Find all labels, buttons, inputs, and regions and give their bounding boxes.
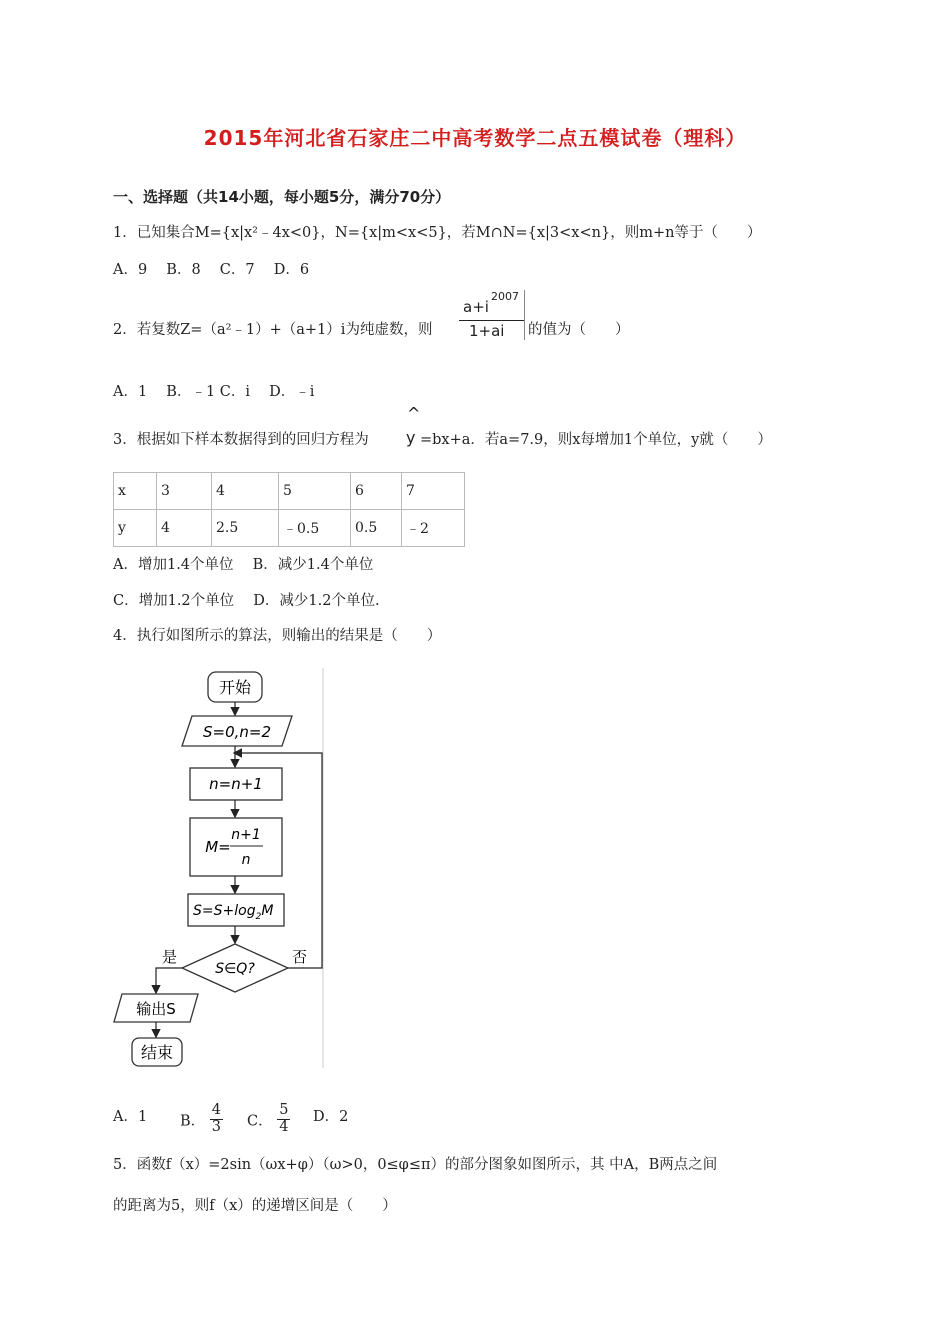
option-c-numerator: 5 [279,1102,289,1118]
question-4-option-b: B． $\frac{4}{3}$ [180,1102,221,1135]
table-cell: 5 [279,473,351,510]
table-cell: ﹣0.5 [279,510,351,547]
question-5-line-2: 的距离为5，则f（x）的递增区间是（ ） [113,1198,397,1214]
question-4-option-c: C． $\frac{5}{4}$ [247,1102,289,1135]
fraction-exponent: 2007 [491,290,519,303]
flow-init-label: S=0,n=2 [202,723,272,741]
hat-mark: ^ [407,404,421,423]
hat-variable: y [406,428,416,447]
flow-decision-label: S∈Q? [215,961,255,977]
fraction-denominator: 1+ai [469,322,505,340]
flow-end-label: 结束 [140,1043,174,1062]
flow-step1-label: n=n+1 [209,775,263,793]
table-cell: 4 [157,510,212,547]
question-3-options-ab: A．增加1.4个单位 B．减少1.4个单位 [113,557,374,573]
flowchart [110,668,330,1068]
table-cell: 6 [351,473,402,510]
question-1: 1．已知集合M={x|x²﹣4x<0}，N={x|m<x<5}，若M∩N={x|3<x<n}，则m+n等于（ ） [113,225,762,241]
option-b-numerator: 4 [211,1102,221,1118]
table-cell: 4 [212,473,279,510]
flow-step2-denominator: n [241,852,251,868]
question-2-fraction [457,290,527,340]
question-2-text-before: 2．若复数Z=（a²﹣1）+（a+1）i为纯虚数，则 [113,322,433,338]
table-cell: x [114,473,157,510]
paper-title: 2015年河北省石家庄二中高考数学二点五模试卷（理科） [203,126,747,150]
fraction-numerator: a+i [463,298,489,316]
sample-data-table [113,472,465,547]
flow-start-label: 开始 [218,678,252,697]
flow-output-label: 输出S [136,1000,176,1018]
table-cell: 3 [157,473,212,510]
question-1-options: A．9 B．8 C．7 D．6 [113,262,310,278]
table-row [114,510,465,547]
question-2-options: A．1 B．﹣1 C．i D．﹣i [113,384,315,400]
question-2-text-after: 的值为（ ） [528,322,630,338]
table-cell: 7 [402,473,465,510]
option-c-denominator: 4 [279,1118,289,1135]
flow-no-label: 否 [292,948,308,966]
question-4: 4．执行如图所示的算法，则输出的结果是（ ） [113,628,442,644]
question-4-option-a: A．1 [113,1109,148,1125]
question-3-options-cd: C．增加1.2个单位 D．减少1.2个单位. [113,593,380,609]
question-5-line-1: 5．函数f（x）=2sin（ωx+φ）（ω>0，0≤φ≤π）的部分图象如图所示，其 中A，B两点之间 [113,1157,718,1173]
flow-step3-label: $S=S+\log_2M$ [193,903,274,922]
table-cell: y [114,510,157,547]
flow-yes-label: 是 [162,948,178,966]
table-cell: 0.5 [351,510,402,547]
table-cell: ﹣2 [402,510,465,547]
question-3-text-after: =bx+a．若a=7.9，则x每增加1个单位，y就（ ） [420,432,772,448]
question-3-text-before: 3．根据如下样本数据得到的回归方程为 [113,432,369,448]
table-row [114,473,465,510]
question-4-option-d: D．2 [313,1109,349,1125]
flow-step2-lhs: M= [205,838,231,856]
flow-step2-numerator: n+1 [231,827,261,843]
option-b-denominator: 3 [211,1118,221,1135]
section-heading: 一、选择题（共14小题，每小题5分，满分70分） [113,188,451,206]
table-cell: 2.5 [212,510,279,547]
